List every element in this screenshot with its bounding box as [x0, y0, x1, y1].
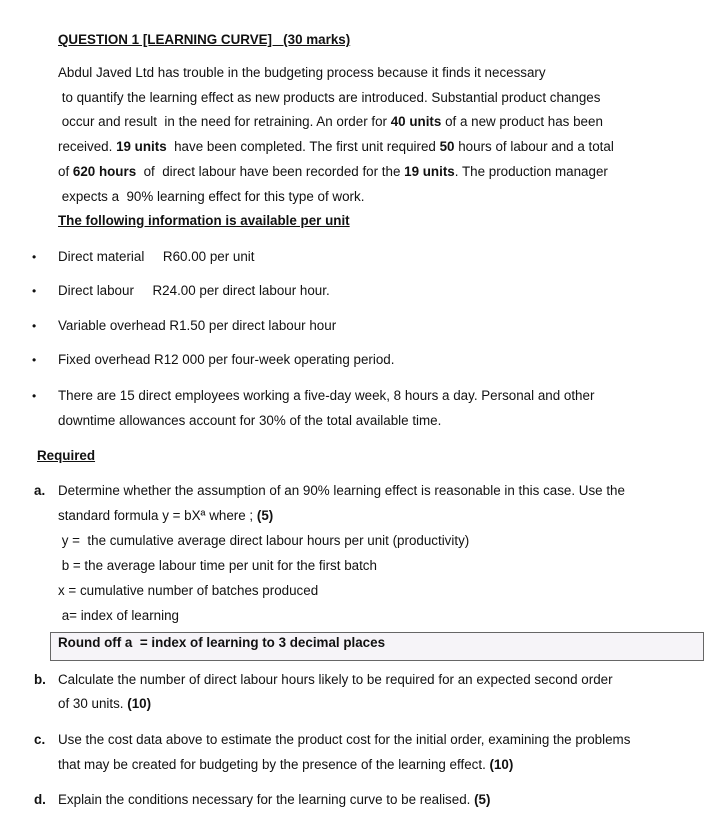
text: of direct labour have been recorded for the — [136, 164, 405, 179]
info-heading: The following information is available per unit — [58, 213, 350, 228]
text: hours of labour and a total — [454, 139, 614, 154]
text: occur and result in the need for retraining. An order for — [58, 114, 391, 129]
intro-line — [58, 65, 546, 81]
question-title: QUESTION 1 [LEARNING CURVE] (30 marks) — [58, 32, 351, 47]
text: that may be created for budgeting by the presence of the learning effect. — [58, 757, 490, 772]
text: downtime allowances account for 30% of the total available time. — [58, 413, 442, 428]
text: of a new product has been — [441, 114, 603, 129]
intro-line — [58, 189, 364, 205]
text: x = cumulative number of batches produced — [58, 583, 319, 598]
question-label-d: d. — [34, 792, 46, 807]
text: There are 15 direct employees working a five-day week, 8 hours a day. Personal and other — [58, 388, 595, 403]
text: Calculate the number of direct labour hours likely to be required for an expected second order — [58, 672, 613, 687]
bold-text: 19 units — [116, 139, 167, 154]
question-a-line — [58, 608, 179, 624]
bullet-icon: • — [32, 284, 37, 298]
text: of — [58, 164, 73, 179]
text: have been completed. The first unit required — [166, 139, 440, 154]
intro-line — [58, 164, 608, 180]
text: Explain the conditions necessary for the learning curve to be realised. — [58, 792, 475, 807]
bold-text: (10) — [489, 757, 514, 772]
bullet-item — [58, 283, 330, 299]
question-a-line — [58, 508, 273, 524]
bullet-item — [58, 413, 441, 429]
question-a-line — [58, 583, 318, 599]
text: y = the cumulative average direct labour hours per unit (productivity) — [58, 533, 470, 548]
text: a= index of learning — [58, 608, 179, 623]
question-a-line — [58, 483, 625, 499]
text: . The production manager — [454, 164, 608, 179]
bullet-icon: • — [32, 319, 37, 333]
text: Variable overhead R1.50 per direct labour hour — [58, 318, 337, 333]
question-label-b: b. — [34, 672, 46, 687]
rounding-note: Round off a = index of learning to 3 decimal places — [58, 635, 386, 650]
intro-line — [58, 114, 603, 130]
text: Fixed overhead R12 000 per four-week operating period. — [58, 352, 395, 367]
text: standard formula y = bXª where ; — [58, 508, 257, 523]
question-b-line — [58, 672, 613, 688]
bold-text: (5) — [256, 508, 274, 523]
question-a-line — [58, 533, 469, 549]
text: Determine whether the assumption of an 90% learning effect is reasonable in this case. Use the — [58, 483, 625, 498]
bold-text: (10) — [127, 696, 152, 711]
text: Use the cost data above to estimate the product cost for the initial order, examining the problems — [58, 732, 631, 747]
question-a-line — [58, 558, 377, 574]
text: Direct labour R24.00 per direct labour hour. — [58, 283, 330, 298]
question-label-c: c. — [34, 732, 46, 747]
bold-text: (5) — [474, 792, 491, 807]
question-d-line — [58, 792, 490, 808]
text: Direct material R60.00 per unit — [58, 249, 255, 264]
question-c-line — [58, 732, 630, 748]
text: expects a 90% learning effect for this type of work. — [58, 189, 365, 204]
text: received. — [58, 139, 117, 154]
bullet-item — [58, 352, 394, 368]
text: Abdul Javed Ltd has trouble in the budgeting process because it finds it necessary — [58, 65, 546, 80]
question-b-line — [58, 696, 151, 712]
bullet-item — [58, 388, 594, 404]
bold-text: 40 units — [390, 114, 442, 129]
bullet-icon: • — [32, 353, 37, 367]
bullet-icon: • — [32, 389, 37, 403]
text: of 30 units. — [58, 696, 128, 711]
intro-line — [58, 139, 614, 155]
text: to quantify the learning effect as new products are introduced. Substantial product changes — [58, 90, 601, 105]
bold-text: 620 hours — [72, 164, 137, 179]
bold-text: 50 — [439, 139, 455, 154]
bold-text: 19 units — [404, 164, 455, 179]
intro-line — [58, 90, 600, 106]
bullet-item — [58, 318, 336, 334]
required-heading: Required — [37, 448, 96, 463]
question-c-line — [58, 757, 513, 773]
bullet-item — [58, 249, 254, 265]
question-label-a: a. — [34, 483, 46, 498]
bullet-icon: • — [32, 250, 37, 264]
text: b = the average labour time per unit for the first batch — [58, 558, 377, 573]
